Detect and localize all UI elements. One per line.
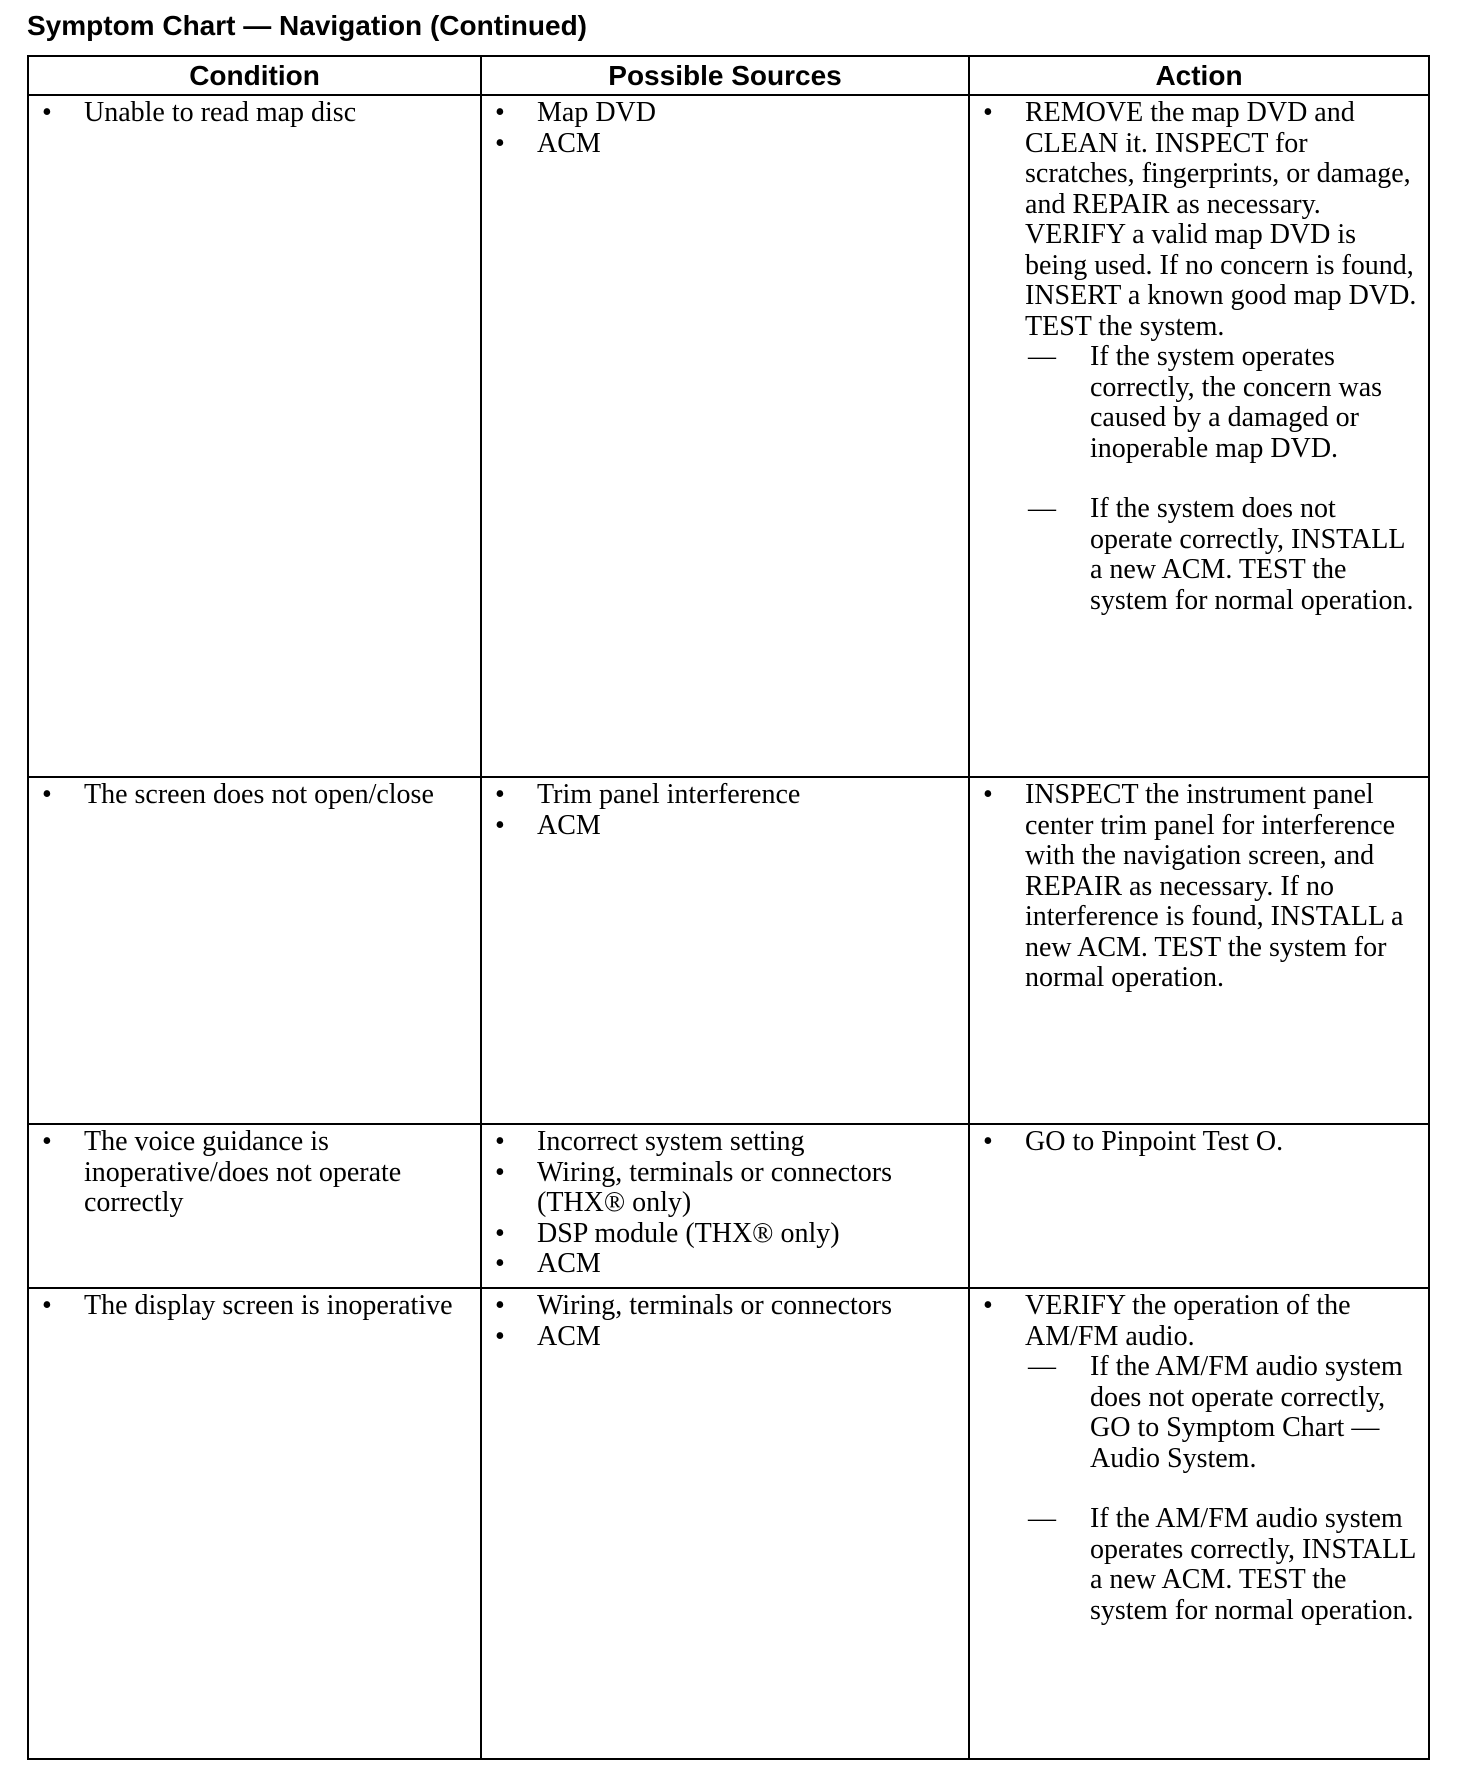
- condition-text: • The voice guidance is inoperative/does not operate correctly: [29, 1127, 480, 1219]
- action-cell: [969, 1124, 1429, 1288]
- action-text: • REMOVE the map DVD and CLEAN it. INSPECT for scratches, fingerprints, or damage, and REPAIR as necessary. VERIFY a valid map DVD is being used. If no concern is found, INSERT a known good map DVD. TEST the system.: [970, 98, 1428, 342]
- condition-text: • The screen does not open/close: [29, 780, 480, 811]
- source-item: • ACM: [482, 1322, 968, 1353]
- source-item: • Wiring, terminals or connectors: [482, 1291, 968, 1322]
- action-subitem: — If the AM/FM audio system does not operate correctly, GO to Symptom Chart — Audio System.: [970, 1352, 1428, 1474]
- condition-cell: [28, 777, 481, 1124]
- header-condition: Condition: [28, 56, 481, 95]
- header-row: [28, 56, 1429, 95]
- condition-cell: [28, 1288, 481, 1759]
- source-item: • Incorrect system setting: [482, 1127, 968, 1158]
- source-item: • Map DVD: [482, 98, 968, 129]
- symptom-table: [27, 55, 1430, 1760]
- action-cell: [969, 777, 1429, 1124]
- condition-text: • The display screen is inoperative: [29, 1291, 480, 1322]
- source-item: • ACM: [482, 129, 968, 160]
- sources-cell: [481, 777, 969, 1124]
- sources-cell: [481, 1288, 969, 1759]
- action-text: • VERIFY the operation of the AM/FM audio.: [970, 1291, 1428, 1352]
- condition-text: • Unable to read map disc: [29, 98, 480, 129]
- header-possible-sources: Possible Sources: [481, 56, 969, 95]
- source-item: • ACM: [482, 1249, 968, 1280]
- action-cell: [969, 95, 1429, 777]
- table-row: [28, 1288, 1429, 1759]
- condition-cell: [28, 95, 481, 777]
- action-text: • GO to Pinpoint Test O.: [970, 1127, 1428, 1158]
- action-text: • INSPECT the instrument panel center trim panel for interference with the navigation screen, and REPAIR as necessary. If no interference is found, INSTALL a new ACM. TEST the system for normal operation.: [970, 780, 1428, 994]
- action-subitem: — If the AM/FM audio system operates correctly, INSTALL a new ACM. TEST the system for normal operation.: [970, 1504, 1428, 1626]
- source-item: • Trim panel interference: [482, 780, 968, 811]
- table-row: [28, 777, 1429, 1124]
- condition-cell: [28, 1124, 481, 1288]
- table-row: [28, 1124, 1429, 1288]
- action-subitem: — If the system does not operate correctly, INSTALL a new ACM. TEST the system for normal operation.: [970, 494, 1428, 616]
- action-cell: [969, 1288, 1429, 1759]
- header-action: Action: [969, 56, 1429, 95]
- source-item: • Wiring, terminals or connectors (THX® only): [482, 1158, 968, 1219]
- page-title: Symptom Chart — Navigation (Continued): [27, 10, 587, 41]
- sources-cell: [481, 95, 969, 777]
- table-row: [28, 95, 1429, 777]
- source-item: • ACM: [482, 811, 968, 842]
- sources-cell: [481, 1124, 969, 1288]
- source-item: • DSP module (THX® only): [482, 1219, 968, 1250]
- action-subitem: — If the system operates correctly, the concern was caused by a damaged or inoperable map DVD.: [970, 342, 1428, 464]
